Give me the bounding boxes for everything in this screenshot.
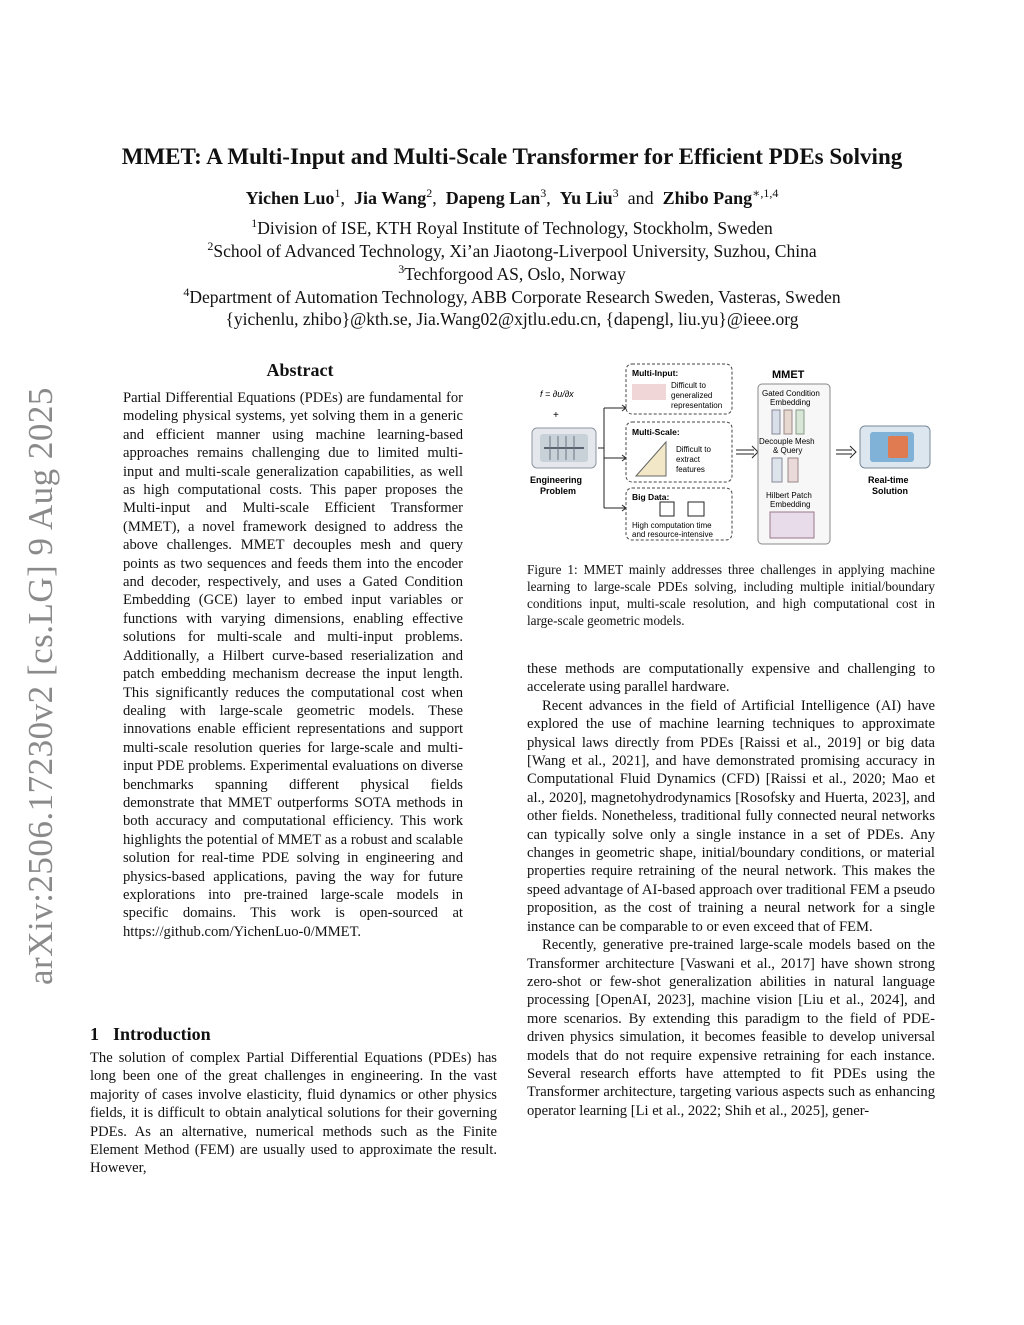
author-affiliation-mark: ∗,1,4 [752, 186, 779, 200]
arxiv-identifier: arXiv:2506.17230v2 [cs.LG] 9 Aug 2025 [21, 387, 60, 985]
right-column-body [527, 660, 935, 1120]
multi-scale-desc: features [676, 465, 705, 474]
affiliation-text: School of Advanced Technology, Xi’an Jiaotong-Liverpool University, Suzhou, China [213, 240, 817, 261]
hilbert-patch-image [770, 512, 814, 538]
hilbert-label: Hilbert Patch [766, 491, 812, 500]
body-paragraph: The solution of complex Partial Differential Equations (PDEs) has long been one of the great challenges in engineering. In the vast majority of cases involve elasticity, fluid dynamics or other physics fields, it is difficult to obtain analytical solutions for their governing PDEs. As an alternative, numerical methods such as the Finite Element Method (FEM) are usually used to approximate the result. However, [90, 1050, 497, 1177]
author-affiliation-mark: 3 [612, 186, 619, 200]
author-name: Yu Liu [559, 188, 613, 208]
multi-input-desc: Difficult to [671, 381, 706, 390]
multi-scale-desc: Difficult to [676, 445, 711, 454]
mmet-title: MMET [772, 369, 805, 381]
realtime-solution-label: Real-time [868, 475, 909, 485]
gce-label: Gated Condition [762, 389, 820, 398]
multi-scale-title: Multi-Scale: [632, 427, 680, 437]
arrow-to-mmet [736, 446, 758, 458]
realtime-solution-label: Solution [872, 486, 908, 496]
multi-input-desc: representation [671, 401, 723, 410]
affiliation [0, 239, 1024, 262]
affiliation-mark: 2 [207, 239, 214, 253]
abstract-body [123, 389, 463, 941]
affiliation-mark: 1 [251, 216, 258, 230]
multi-input-desc: generalized [671, 391, 713, 400]
multi-scale-desc: extract [676, 455, 701, 464]
abstract-paragraph: Partial Differential Equations (PDEs) are fundamental for modeling physical systems, yet solving them in a generic and efficient manner using machine learning-based approaches remains challenging due to limited multi-input and multi-scale generalization capabilities, as well as high computational costs. This paper proposes the Multi-input and Multi-scale Efficient Transformer (MMET), a novel framework designed to address the above challenges. MMET decouples mesh and query points as two sequences and feeds them into the encoder and decoder, respectively, and uses a Gated Condition Embedding (GCE) layer to embed input variables or functions with varying dimensions, enabling effective solutions for multi-scale and multi-input problems. Additionally, a Hilbert curve-based reserialization and patch embedding mechanism decrease the input length. This significantly reduces the computational cost when dealing with large-scale geometric models. These innovations enable efficient representations and support multi-scale resolution queries for large-scale and multi-input PDE problems. Experimental evaluations on diverse benchmarks spanning different physical fields demonstrate that MMET outperforms SOTA methods in both accuracy and computational efficiency. This work highlights the potential of MMET as a robust and scalable solution for real-time PDE solving in engineering and physics-based applications, paving the way for future explorations into pre-trained large-scale models in specific domains. This work is open-sourced at https://github.com/YichenLuo-0/MMET. [123, 390, 463, 940]
affiliation [0, 262, 1024, 285]
hilbert-label: Embedding [770, 500, 811, 509]
decouple-label: Decouple Mesh [759, 437, 815, 446]
author-affiliation-mark: 3 [540, 186, 547, 200]
big-data-desc: High computation time [632, 521, 712, 530]
author-conjunction: and [627, 188, 654, 208]
cube-icon [660, 502, 674, 516]
author-name: Yichen Luo [245, 188, 335, 208]
author-name: Zhibo Pang [662, 188, 753, 208]
author-list: Yichen Luo$^1$, Jia Wang$^2$, Dapeng Lan$^3$, Yu Liu$^3$ and Zhibo Pang$^{∗,1,4}$ [245, 186, 779, 208]
connector-arrows [598, 405, 626, 511]
arrow-to-solution [836, 446, 856, 458]
body-paragraph: these methods are computationally expensive and challenging to accelerate using parallel hardware. [527, 661, 935, 696]
mesh-triangle-icon [636, 442, 666, 476]
affiliation [0, 285, 1024, 308]
gpu-icon [688, 502, 704, 516]
figure-1 [526, 360, 936, 555]
body-paragraph: Recent advances in the field of Artificial Intelligence (AI) have explored the use of machine learning techniques to approximate physical laws directly from PDEs [Raissi et al., 2019] or big data [Wang et al., 2021], and have demonstrated promising accuracy in Computational Fluid Dynamics (CFD) [Raissi et al., 2020; Mao et al., 2020], magnetohydrodynamics [Rosofsky and Huerta, 2023], and other fields. Nonetheless, traditional fully connected neural networks can typically solve only a single instance in a set of PDEs. Any changes in geometric shape, initial/boundary conditions, or material properties require retraining of the neural network. This makes the speed advantage of AI-based approach over traditional FEM a pseudo proposition, as the cost of training a neural network for a single instance can be comparable to or even exceed that of FEM. [527, 697, 935, 935]
abstract-heading: Abstract [266, 360, 334, 380]
author-name: Jia Wang [354, 188, 427, 208]
big-data-title: Big Data: [632, 492, 670, 502]
author-affiliation-mark: 1 [334, 186, 341, 200]
affiliation-mark: 4 [183, 285, 190, 299]
body-paragraph: Recently, generative pre-trained large-scale models based on the Transformer architecture [Vaswani et al., 2017] have shown strong zero-shot or few-shot generalization abilities in natural language processing [OpenAI, 2023], machine vision [Liu et al., 2024], and more scenarios. By extending this paradigm to the field of PDE-driven physics simulation, it becomes feasible to develop universal models that do not require expensive retraining for each instance. Several research efforts have attempted to fit PDEs using the Transformer architecture, targeting various aspects such as enhancing operator learning [Li et al., 2022; Shih et al., 2025], gener- [527, 937, 935, 1119]
engineering-problem-label: Engineering [530, 475, 583, 485]
affiliation-text: Techforgood AS, Oslo, Norway [404, 263, 626, 284]
figure-caption: Figure 1: MMET mainly addresses three challenges in applying machine learning to large-scale PDEs solving, including multiple initial/boundary conditions input, multi-scale resolution, and high computational cost in large-scale geometric models. [527, 562, 935, 628]
affiliation-text: Division of ISE, KTH Royal Institute of Technology, Stockholm, Sweden [257, 217, 773, 238]
intro-body [90, 1049, 497, 1178]
big-data-desc: and resource-intensive [632, 530, 713, 539]
affiliation [0, 216, 1024, 239]
decouple-label: & Query [773, 446, 803, 455]
paper-title: MMET: A Multi-Input and Multi-Scale Transformer for Efficient PDEs Solving [121, 144, 903, 169]
author-emails: {yichenlu, zhibo}@kth.se, Jia.Wang02@xjtlu.edu.cn, {dapengl, liu.yu}@ieee.org [225, 309, 799, 329]
pde-equation: f = ∂u/∂x [540, 389, 574, 399]
plus-sign: + [553, 410, 559, 421]
engine-illustration [532, 428, 596, 468]
multi-input-icon [632, 384, 666, 400]
author-affiliation-mark: 2 [426, 186, 433, 200]
author-name: Dapeng Lan [445, 188, 541, 208]
affiliation-text: Department of Automation Technology, ABB Corporate Research Sweden, Vasteras, Sweden [189, 286, 841, 307]
engineering-problem-label: Problem [540, 486, 577, 496]
section-number: 1 [90, 1024, 99, 1044]
multi-input-title: Multi-Input: [632, 368, 679, 378]
affiliation-mark: 3 [398, 262, 405, 276]
section-title: Introduction [113, 1024, 211, 1044]
solution-illustration [860, 426, 930, 468]
section-heading [90, 1024, 211, 1045]
gce-label: Embedding [770, 398, 811, 407]
